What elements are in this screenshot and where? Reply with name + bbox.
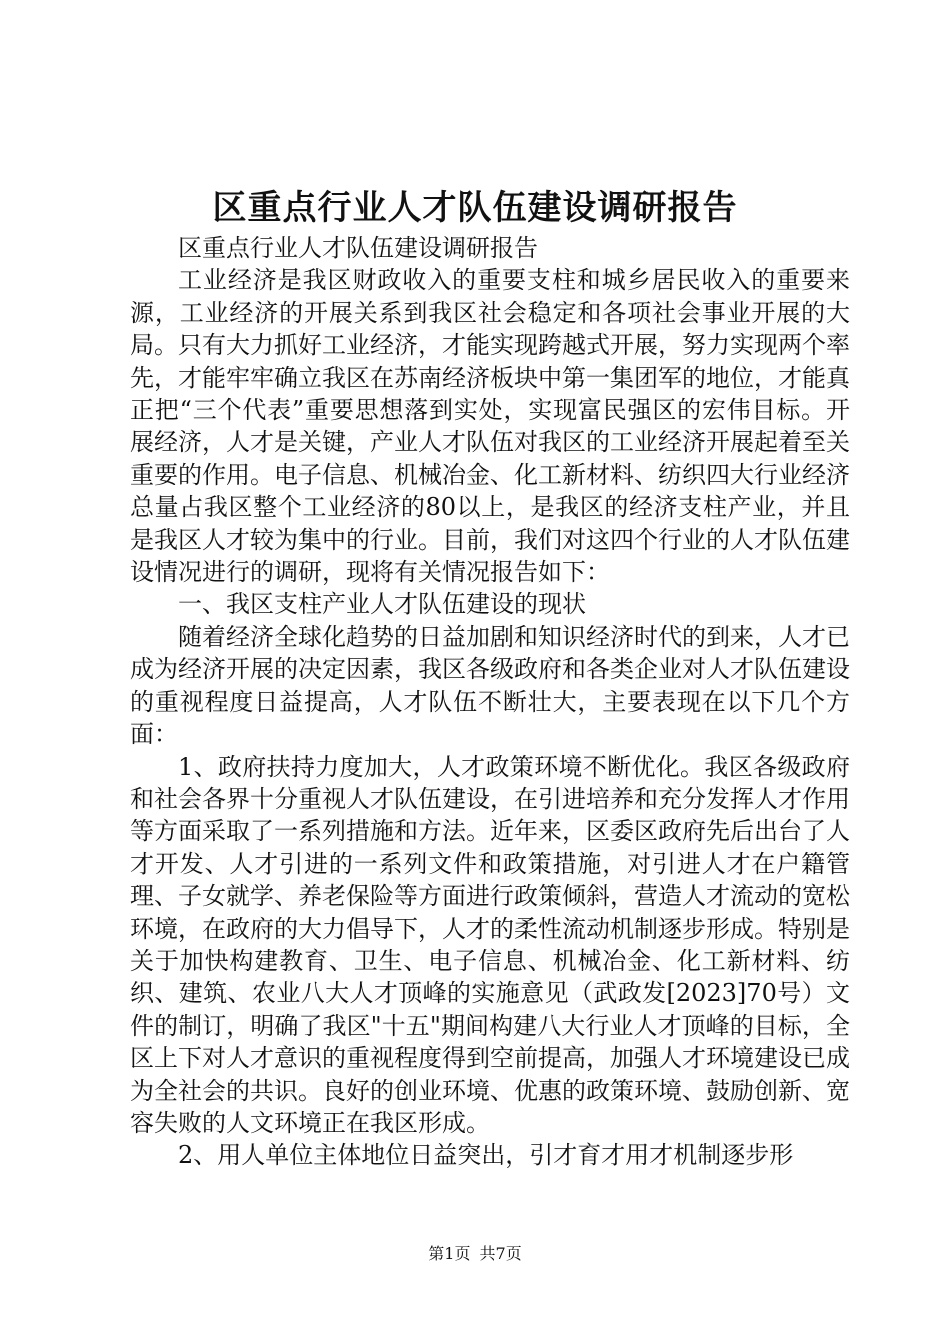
paragraph-status: 随着经济全球化趋势的日益加剧和知识经济时代的到来，人才已成为经济开展的决定因素，我区各级政府和各类企业对人才队伍建设的重视程度日益提高，人才队伍不断壮大，主要表现在以下几个方面：	[130, 622, 850, 749]
document-body	[130, 232, 850, 1172]
paragraph-point-1: 1、政府扶持力度加大，人才政策环境不断优化。我区各级政府和社会各界十分重视人才队伍建设，在引进培养和充分发挥人才作用等方面采取了一系列措施和方法。近年来，区委区政府先后出台了人才开发、人才引进的一系列文件和政策措施，对引进人才在户籍管理、子女就学、养老保险等方面进行政策倾斜，营造人才流动的宽松环境，在政府的大力倡导下，人才的柔性流动机制逐步形成。特别是关于加快构建教育、卫生、电子信息、机械冶金、化工新材料、纺织、建筑、农业八大人才顶峰的实施意见（武政发[2023]70号）文件的制订，明确了我区"十五"期间构建八大行业人才顶峰的目标，全区上下对人才意识的重视程度得到空前提高，加强人才环境建设已成为全社会的共识。良好的创业环境、优惠的政策环境、鼓励创新、宽容失败的人文环境正在我区形成。	[130, 752, 850, 1137]
page-total: 共7页	[479, 1244, 522, 1263]
document-title: 区重点行业人才队伍建设调研报告	[212, 188, 738, 228]
page-number: 第1页	[428, 1244, 471, 1263]
paragraph-intro: 工业经济是我区财政收入的重要支柱和城乡居民收入的重要来源，工业经济的开展关系到我区社会稳定和各项社会事业开展的大局。只有大力抓好工业经济，才能实现跨越式开展，努力实现两个率先，才能牢牢确立我区在苏南经济板块中第一集团军的地位，才能真正把“三个代表”重要思想落到实处，实现富民强区的宏伟目标。开展经济，人才是关键，产业人才队伍对我区的工业经济开展起着至关重要的作用。电子信息、机械冶金、化工新材料、纺织四大行业经济总量占我区整个工业经济的80以上，是我区的经济支柱产业，并且是我区人才较为集中的行业。目前，我们对这四个行业的人才队伍建设情况进行的调研，现将有关情况报告如下：	[130, 266, 850, 587]
section-heading-1: 一、我区支柱产业人才队伍建设的现状	[178, 590, 586, 619]
paragraph-subtitle: 区重点行业人才队伍建设调研报告	[178, 234, 538, 262]
paragraph-point-2: 2、用人单位主体地位日益突出，引才育才用才机制逐步形	[178, 1141, 794, 1170]
page-footer	[0, 1243, 950, 1265]
